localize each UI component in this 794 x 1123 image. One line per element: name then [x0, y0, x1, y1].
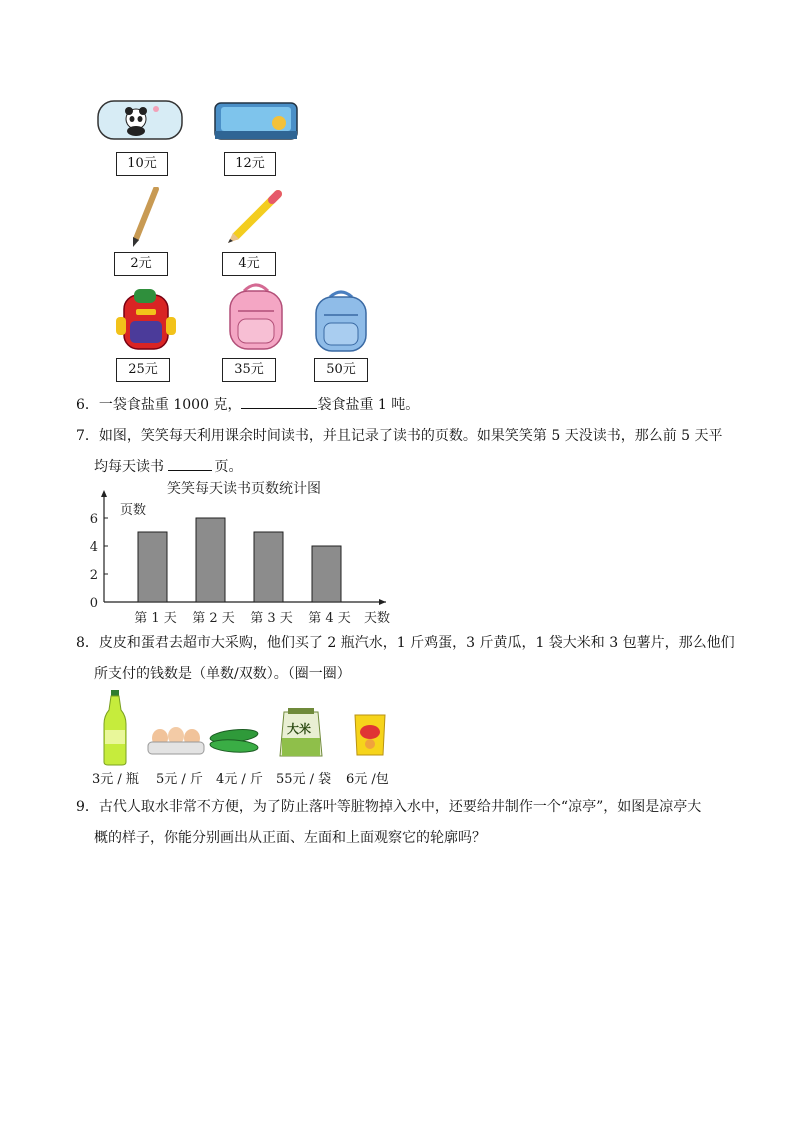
soda-bottle-icon — [102, 690, 128, 766]
question-text: 古代人取水非常不方便，为了防止落叶等脏物掉入水中，还要给井制作一个“凉亭”，如图是凉亭大 — [98, 799, 702, 815]
price-label: 25元 — [116, 358, 170, 382]
question-number: 8． — [76, 635, 99, 651]
x-tick-label: 第 2 天 — [192, 611, 235, 626]
x-axis-label: 天数 — [364, 611, 391, 626]
bar — [196, 518, 225, 602]
question-number: 7． — [76, 428, 99, 444]
x-tick-label: 第 1 天 — [134, 611, 177, 626]
pencil-case-blue-icon — [213, 101, 299, 141]
question-text: 如图，笑笑每天利用课余时间读书，并且记录了读书的页数。如果笑笑第 5 天没读书，那么前 5 天平 — [98, 428, 723, 444]
grocery-figure — [90, 688, 400, 788]
y-tick-label: 0 — [89, 596, 98, 611]
question-number: 9． — [76, 799, 99, 815]
answer-blank[interactable] — [241, 394, 317, 409]
question-text: 均每天读书 — [94, 459, 169, 475]
bar — [254, 532, 283, 602]
question-text: 皮皮和蛋君去超市大采购，他们买了 2 瓶汽水，1 斤鸡蛋，3 斤黄瓜，1 袋大米和 3 包薯片，那么他们 — [98, 635, 735, 651]
question-text: 一袋食盐重 1000 克， — [98, 397, 242, 413]
pencil-yellow-icon — [224, 189, 284, 247]
question-8-line-2 — [94, 664, 351, 684]
bar — [312, 546, 341, 602]
question-text: 页。 — [214, 459, 243, 475]
price-label: 35元 — [222, 358, 276, 382]
cucumber-price: 4元 / 斤 — [216, 772, 263, 787]
chart-title: 笑笑每天读书页数统计图 — [167, 481, 321, 497]
chips-bag-icon — [352, 712, 388, 758]
question-9-line-1 — [76, 797, 701, 817]
question-8-line-1 — [76, 633, 735, 653]
pencil-plain-icon — [128, 187, 162, 249]
chips-price: 6元 /包 — [346, 772, 389, 787]
question-9-line-2 — [94, 828, 486, 848]
eggs-tray-icon — [146, 726, 206, 756]
backpack-blue-icon — [312, 287, 370, 353]
answer-blank[interactable] — [168, 456, 212, 471]
y-axis-label: 页数 — [120, 503, 147, 518]
price-label: 2元 — [114, 252, 168, 276]
soda-price: 3元 / 瓶 — [92, 772, 139, 787]
question-number: 6． — [76, 397, 99, 413]
y-axis-arrow — [101, 490, 107, 497]
cucumber-icon — [208, 726, 260, 756]
question-text: 袋食盐重 1 吨。 — [317, 397, 420, 413]
price-label: 12元 — [224, 152, 276, 176]
egg-price: 5元 / 斤 — [156, 772, 203, 787]
question-6 — [76, 394, 419, 415]
question-text: 所支付的钱数是（单数/双数）。（圈一圈） — [94, 666, 351, 682]
rice-bag-label: 大米 — [287, 722, 312, 736]
question-7-line-1 — [76, 426, 723, 446]
pencil-case-panda-icon — [96, 97, 184, 143]
y-tick-label: 4 — [89, 540, 98, 555]
question-text: 概的样子，你能分别画出从正面、左面和上面观察它的轮廓吗？ — [94, 830, 486, 846]
price-label: 4元 — [222, 252, 276, 276]
reading-pages-bar-chart — [86, 476, 396, 628]
price-label: 10元 — [116, 152, 168, 176]
y-tick-label: 6 — [89, 512, 98, 527]
stationery-figure — [90, 95, 370, 385]
question-7-line-2 — [94, 456, 242, 477]
x-tick-label: 第 4 天 — [308, 611, 351, 626]
backpack-pink-icon — [224, 281, 288, 353]
rice-price: 55元 / 袋 — [276, 772, 332, 787]
bar — [138, 532, 167, 602]
x-axis-arrow — [379, 599, 386, 605]
x-tick-label: 第 3 天 — [250, 611, 293, 626]
y-tick-label: 2 — [89, 568, 98, 583]
price-label: 50元 — [314, 358, 368, 382]
backpack-red-icon — [114, 287, 176, 353]
